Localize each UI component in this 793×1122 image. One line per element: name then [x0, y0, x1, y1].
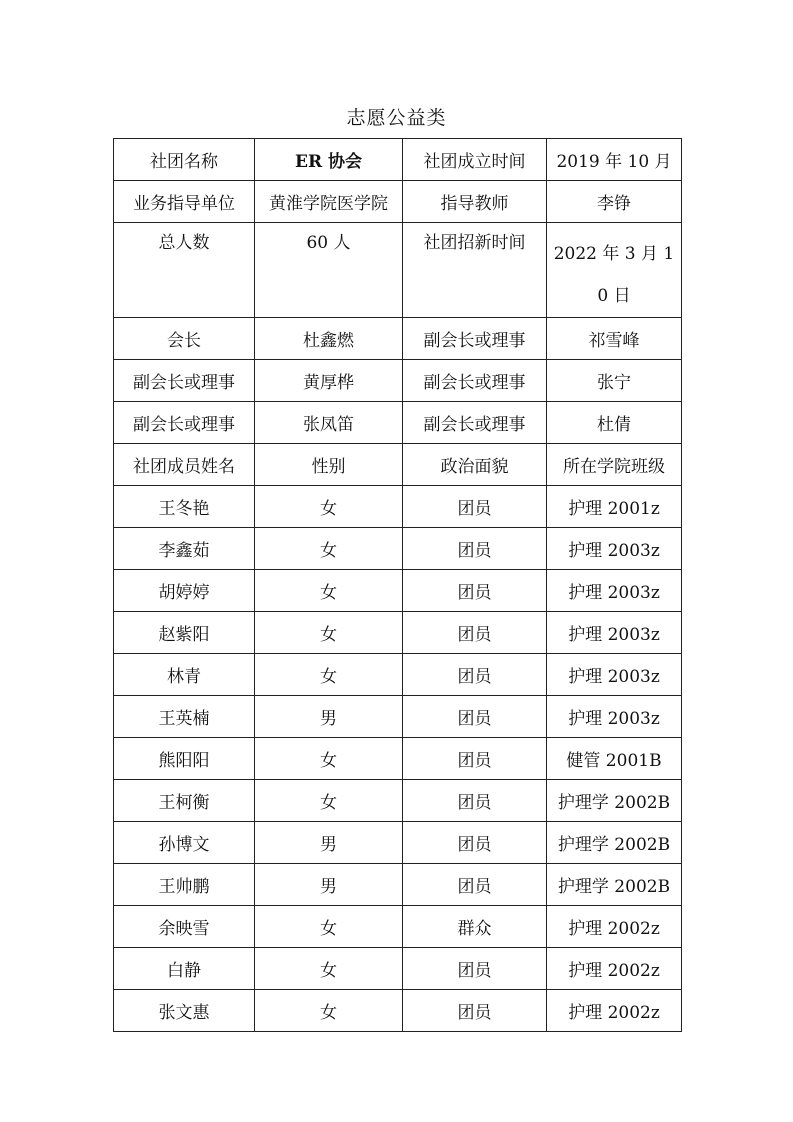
total-label: 总人数 [158, 233, 210, 253]
member-class: 护理 2003z [547, 612, 682, 654]
teacher-value: 李铮 [547, 181, 682, 223]
member-class: 护理 2001z [547, 486, 682, 528]
member-political-status: 团员 [403, 570, 547, 612]
member-column-header: 政治面貌 [403, 444, 547, 486]
member-gender: 女 [255, 948, 403, 990]
leader-row [114, 402, 682, 444]
club-name-label: 社团名称 [114, 139, 255, 181]
table-row [114, 570, 682, 612]
member-gender: 女 [255, 780, 403, 822]
member-political-status: 团员 [403, 780, 547, 822]
leader-row [114, 360, 682, 402]
member-name: 张文惠 [114, 990, 255, 1032]
member-political-status: 团员 [403, 696, 547, 738]
leader-name: 张凤笛 [255, 402, 403, 444]
table-row [114, 486, 682, 528]
member-political-status: 团员 [403, 990, 547, 1032]
member-class: 健管 2001B [547, 738, 682, 780]
member-name: 王帅鹏 [114, 864, 255, 906]
member-class: 护理 2003z [547, 570, 682, 612]
total-value: 60 人 [306, 233, 351, 253]
leader-name: 杜鑫燃 [255, 318, 403, 360]
member-political-status: 团员 [403, 948, 547, 990]
total-value-cell [255, 223, 403, 318]
leader-name: 杜倩 [547, 402, 682, 444]
member-political-status: 团员 [403, 822, 547, 864]
member-gender: 女 [255, 570, 403, 612]
recruit-label: 社团招新时间 [423, 233, 526, 253]
member-gender: 女 [255, 738, 403, 780]
leader-role: 副会长或理事 [403, 318, 547, 360]
member-name: 王英楠 [114, 696, 255, 738]
member-class: 护理学 2002B [547, 822, 682, 864]
leader-role: 副会长或理事 [403, 360, 547, 402]
member-gender: 女 [255, 528, 403, 570]
leader-role: 副会长或理事 [403, 402, 547, 444]
member-class: 护理 2003z [547, 528, 682, 570]
member-column-header: 所在学院班级 [547, 444, 682, 486]
club-info-table [113, 138, 682, 1032]
member-name: 白静 [114, 948, 255, 990]
leader-row [114, 318, 682, 360]
member-political-status: 团员 [403, 654, 547, 696]
leader-name: 黄厚桦 [255, 360, 403, 402]
table-row [114, 864, 682, 906]
member-gender: 女 [255, 990, 403, 1032]
member-class: 护理 2003z [547, 654, 682, 696]
member-name: 李鑫茹 [114, 528, 255, 570]
leader-role: 副会长或理事 [114, 402, 255, 444]
row-guidance [114, 181, 682, 223]
teacher-label: 指导教师 [403, 181, 547, 223]
member-political-status: 团员 [403, 612, 547, 654]
member-name: 胡婷婷 [114, 570, 255, 612]
member-column-header: 社团成员姓名 [114, 444, 255, 486]
member-name: 余映雪 [114, 906, 255, 948]
member-gender: 女 [255, 654, 403, 696]
member-class: 护理 2002z [547, 948, 682, 990]
leader-role: 副会长或理事 [114, 360, 255, 402]
leader-name: 祁雪峰 [547, 318, 682, 360]
member-name: 熊阳阳 [114, 738, 255, 780]
member-gender: 男 [255, 696, 403, 738]
member-name: 孙博文 [114, 822, 255, 864]
member-name: 王柯衡 [114, 780, 255, 822]
table-row [114, 906, 682, 948]
member-gender: 男 [255, 864, 403, 906]
unit-label: 业务指导单位 [114, 181, 255, 223]
member-gender: 女 [255, 612, 403, 654]
table-body [114, 139, 682, 1032]
table-row [114, 738, 682, 780]
member-political-status: 团员 [403, 738, 547, 780]
member-class: 护理学 2002B [547, 864, 682, 906]
leader-role: 会长 [114, 318, 255, 360]
member-column-header: 性别 [255, 444, 403, 486]
member-political-status: 团员 [403, 486, 547, 528]
member-class: 护理学 2002B [547, 780, 682, 822]
row-total [114, 223, 682, 318]
table-row [114, 822, 682, 864]
leader-name: 张宁 [547, 360, 682, 402]
table-row [114, 612, 682, 654]
recruit-value-cell [547, 223, 682, 318]
member-header-row [114, 444, 682, 486]
recruit-label-cell [403, 223, 547, 318]
table-row [114, 654, 682, 696]
table-row [114, 780, 682, 822]
member-name: 赵紫阳 [114, 612, 255, 654]
member-name: 林青 [114, 654, 255, 696]
member-political-status: 团员 [403, 528, 547, 570]
table-row [114, 528, 682, 570]
member-class: 护理 2002z [547, 906, 682, 948]
member-name: 王冬艳 [114, 486, 255, 528]
table-row [114, 948, 682, 990]
row-club-name [114, 139, 682, 181]
member-class: 护理 2003z [547, 696, 682, 738]
total-label-cell [114, 223, 255, 318]
member-political-status: 群众 [403, 906, 547, 948]
member-political-status: 团员 [403, 864, 547, 906]
member-gender: 女 [255, 906, 403, 948]
table-row [114, 696, 682, 738]
recruit-value: 2022 年 3 月 10 日 [553, 244, 675, 306]
club-name-value: ER 协会 [255, 139, 403, 181]
table-row [114, 990, 682, 1032]
page-title: 志愿公益类 [346, 107, 447, 129]
member-class: 护理 2002z [547, 990, 682, 1032]
founded-value: 2019 年 10 月 [547, 139, 682, 181]
founded-label: 社团成立时间 [403, 139, 547, 181]
member-gender: 女 [255, 486, 403, 528]
unit-value: 黄淮学院医学院 [255, 181, 403, 223]
member-gender: 男 [255, 822, 403, 864]
